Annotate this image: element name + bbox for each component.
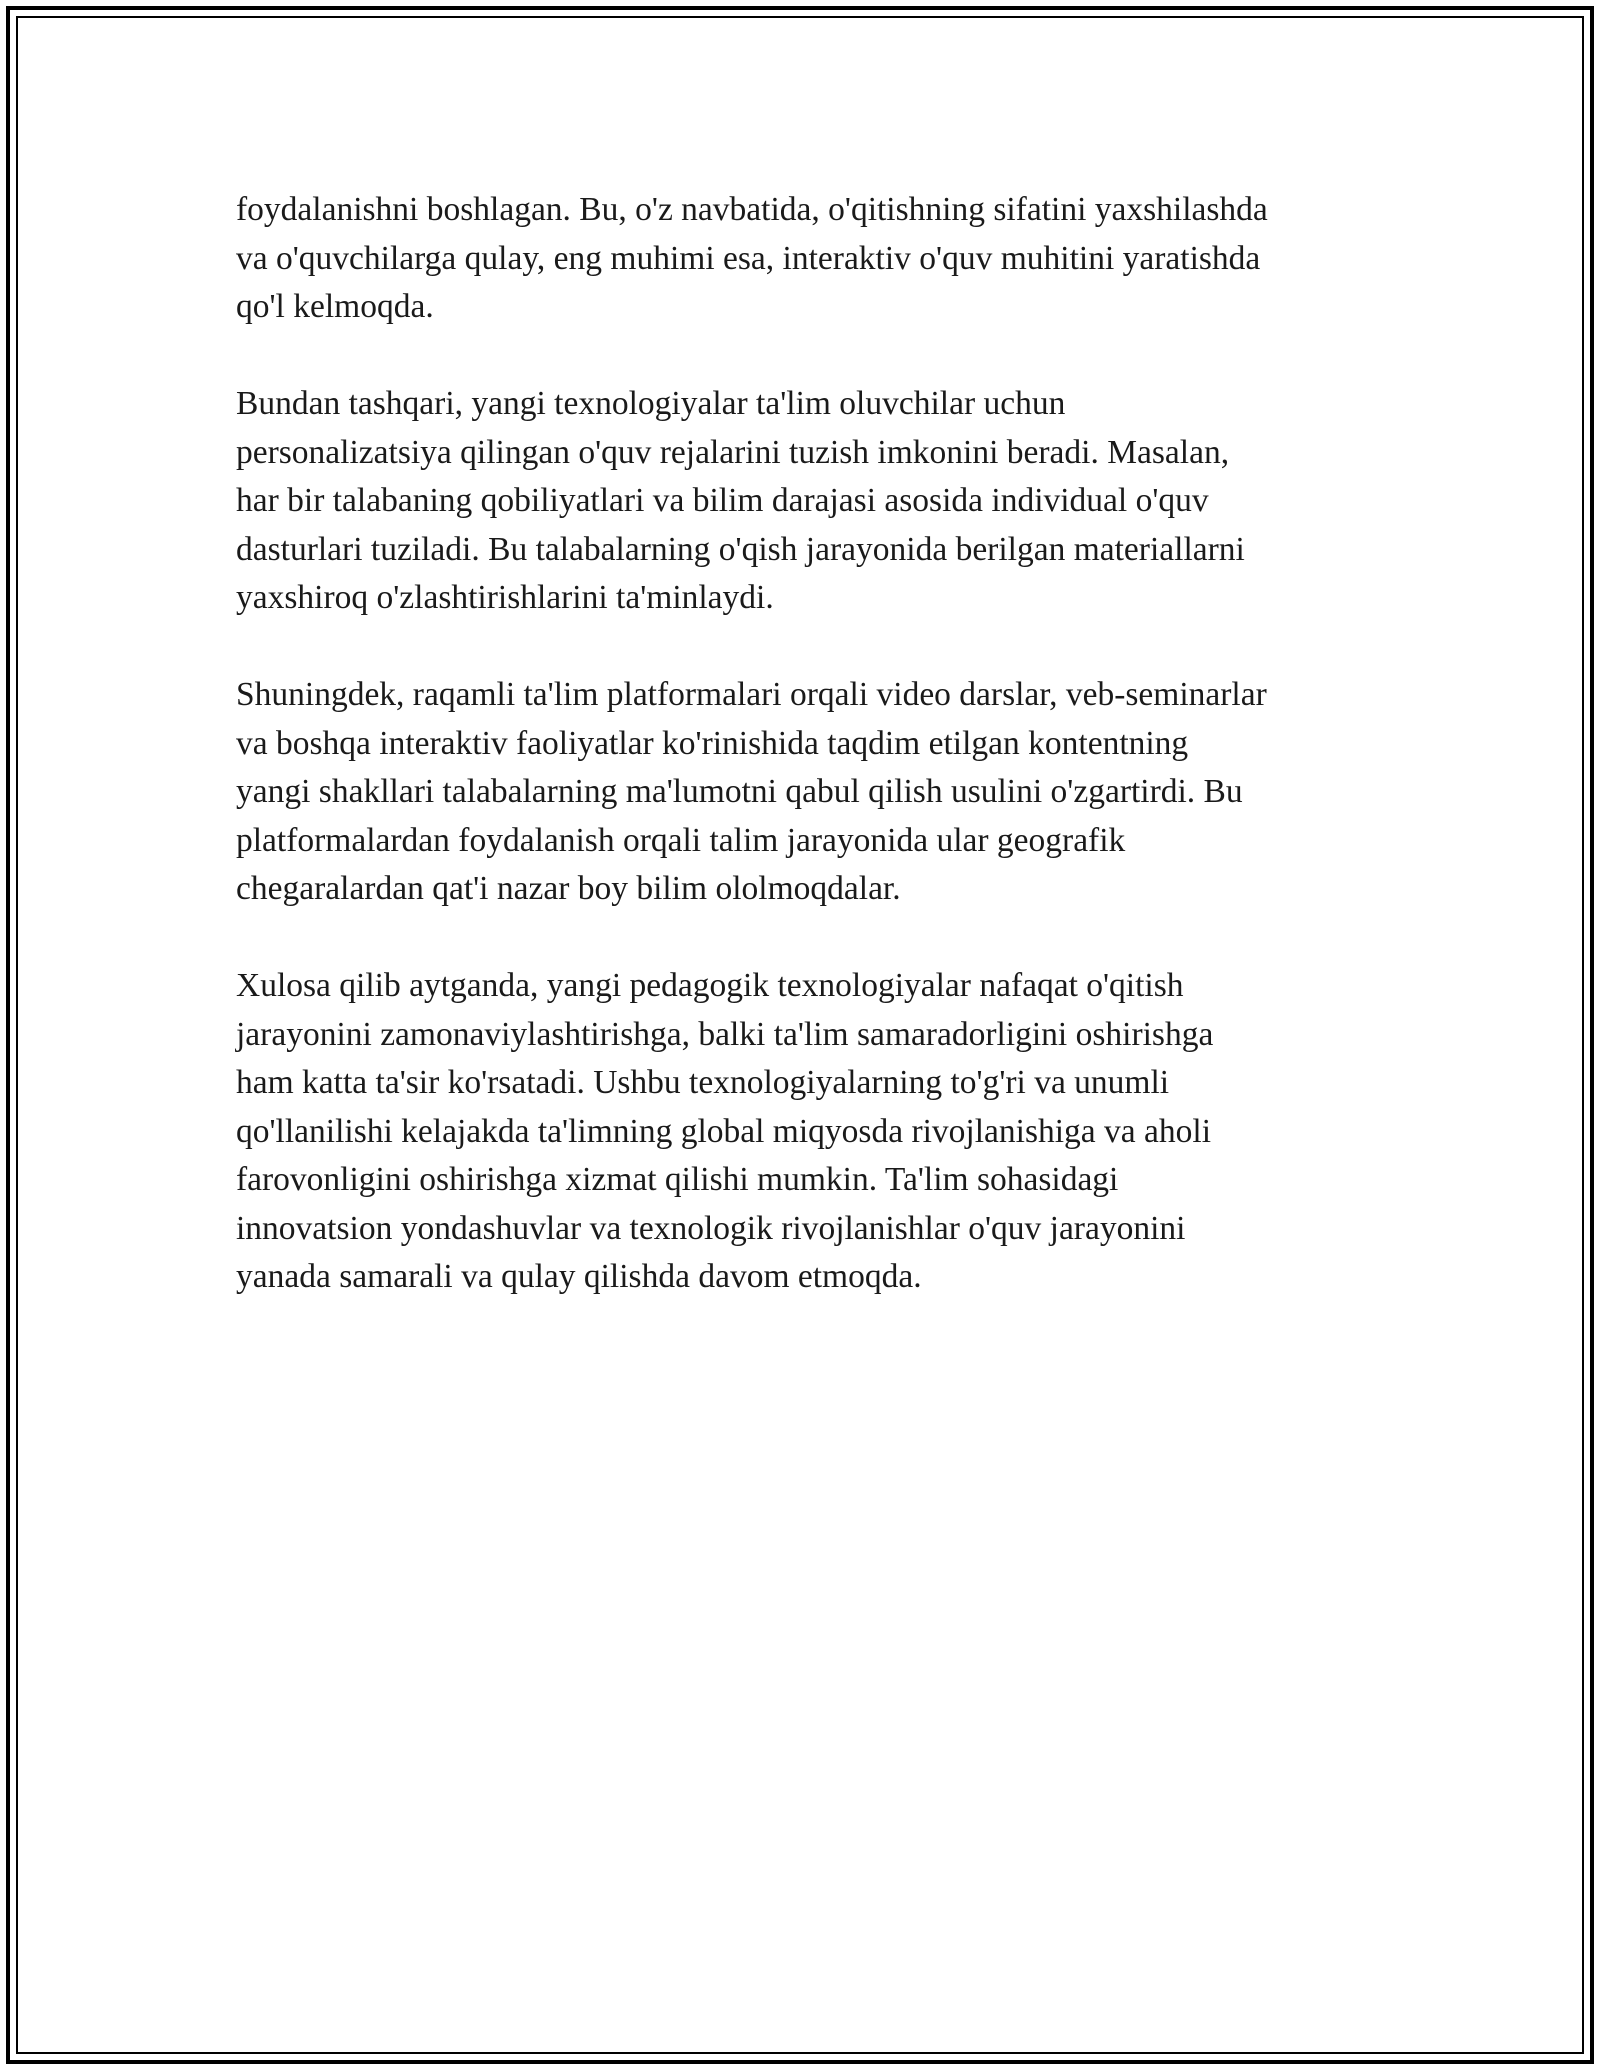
text-line: va boshqa interaktiv faoliyatlar ko'rinishida taqdim etilgan kontentning (236, 724, 1189, 762)
text-line: chegaralardan qat'i nazar boy bilim ololmoqdalar. (236, 870, 901, 907)
text-line: Xulosa qilib aytganda, yangi pedagogik texnologiyalar nafaqat o'qitish (236, 967, 1184, 1004)
text-line: foydalanishni boshlagan. Bu, o'z navbatida, o'qitishning sifatini yaxshilashda (236, 191, 1268, 228)
text-line: personalizatsiya qilingan o'quv rejalarini tuzish imkonini beradi. Masalan, (236, 433, 1230, 471)
text-line: Bundan tashqari, yangi texnologiyalar ta'lim oluvchilar uchun (236, 385, 1066, 422)
text-line: platformalardan foydalanish orqali talim jarayonida ular geografik (236, 821, 1126, 859)
text-line: yangi shakllari talabalarning ma'lumotni qabul qilish usulini o'zgartirdi. Bu (236, 773, 1243, 810)
text-line: Shuningdek, raqamli ta'lim platformalari orqali video darslar, veb-seminarlar (236, 676, 1267, 713)
text-line: yanada samarali va qulay qilishda davom etmoqda. (236, 1258, 922, 1295)
text-line: har bir talabaning qobiliyatlari va bilim darajasi asosida individual o'quv (236, 482, 1209, 519)
text-line: dasturlari tuziladi. Bu talabalarning o'qish jarayonida berilgan materiallarni (236, 530, 1245, 568)
paragraph-1 (236, 186, 1376, 332)
text-line: farovonligini oshirishga xizmat qilishi mumkin. Ta'lim sohasidagi (236, 1161, 1119, 1198)
paragraph-3 (236, 671, 1376, 914)
text-line: innovatsion yondashuvlar va texnologik rivojlanishlar o'quv jarayonini (236, 1209, 1186, 1247)
paragraph-4 (236, 962, 1376, 1302)
text-line: qo'l kelmoqda. (236, 288, 434, 325)
text-line: va o'quvchilarga qulay, eng muhimi esa, interaktiv o'quv muhitini yaratishda (236, 239, 1261, 277)
text-line: ham katta ta'sir ko'rsatadi. Ushbu texnologiyalarning to'g'ri va unumli (236, 1064, 1170, 1101)
text-line: qo'llanilishi kelajakda ta'limning global miqyosda rivojlanishiga va aholi (236, 1112, 1212, 1150)
text-line: yaxshiroq o'zlashtirishlarini ta'minlaydi. (236, 579, 774, 616)
document-body (236, 186, 1376, 1350)
paragraph-2 (236, 380, 1376, 623)
text-line: jarayonini zamonaviylashtirishga, balki ta'lim samaradorligini oshirishga (236, 1015, 1214, 1053)
